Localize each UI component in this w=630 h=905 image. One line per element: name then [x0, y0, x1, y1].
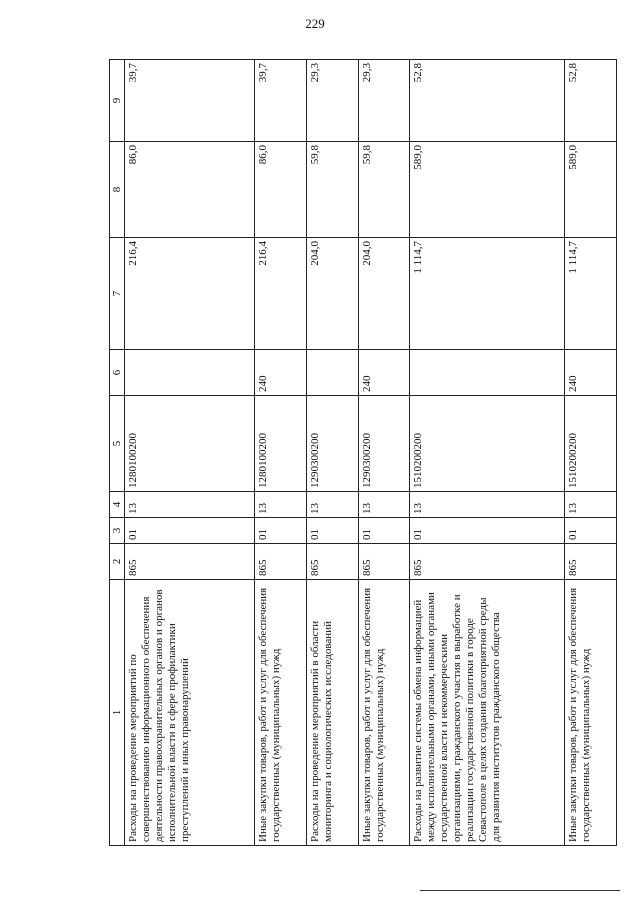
- cell-c2: 865: [358, 544, 410, 580]
- table-row: [125, 60, 255, 846]
- cell-c2: 865: [565, 544, 617, 580]
- table-row: [565, 60, 617, 846]
- cell-c6: [125, 350, 255, 396]
- cell-c8: 589,0: [565, 142, 617, 238]
- cell-c2: 865: [125, 544, 255, 580]
- cell-c6: 240: [255, 350, 307, 396]
- table-row: [255, 60, 307, 846]
- cell-c3: 01: [306, 518, 358, 544]
- cell-c2: 865: [255, 544, 307, 580]
- cell-c3: 01: [255, 518, 307, 544]
- cell-c9: 39,7: [125, 60, 255, 142]
- cell-c5: 1280100200: [255, 396, 307, 492]
- cell-c3: 01: [410, 518, 565, 544]
- header-cell: 2: [110, 544, 125, 580]
- header-cell: 8: [110, 142, 125, 238]
- cell-c4: 13: [306, 492, 358, 518]
- header-cell: 5: [110, 396, 125, 492]
- row-name: Расходы на развитие системы обмена информацией между исполнительными органами, иными органами государственной власти и некоммерческими организациями, гражданского участия в выработке и реализации государственной политики в городе Севастополе в целях создания благоприятной среды для развития институтов гражданского общества: [410, 580, 565, 846]
- cell-c7: 204,0: [306, 238, 358, 350]
- row-name: Расходы на проведение мероприятий в области мониторинга и социологических исследований: [306, 580, 358, 846]
- cell-c7: 216,4: [255, 238, 307, 350]
- header-cell: 7: [110, 238, 125, 350]
- header-row: [110, 60, 125, 846]
- cell-c8: 86,0: [125, 142, 255, 238]
- budget-table: [109, 59, 617, 846]
- row-name: Иные закупки товаров, работ и услуг для обеспечения государственных (муниципальных) нужд: [358, 580, 410, 846]
- cell-c8: 59,8: [306, 142, 358, 238]
- page-number: 229: [305, 16, 325, 31]
- cell-c3: 01: [358, 518, 410, 544]
- cell-c7: 1 114,7: [410, 238, 565, 350]
- cell-c6: 240: [565, 350, 617, 396]
- table-row: [410, 60, 565, 846]
- header-cell: 6: [110, 350, 125, 396]
- cell-c6: [306, 350, 358, 396]
- header-cell: 9: [110, 60, 125, 142]
- cell-c9: 52,8: [410, 60, 565, 142]
- header-cell: 1: [110, 580, 125, 846]
- cell-c9: 52,8: [565, 60, 617, 142]
- cell-c7: 1 114,7: [565, 238, 617, 350]
- cell-c3: 01: [565, 518, 617, 544]
- header-cell: 3: [110, 518, 125, 544]
- cell-c5: 1290300200: [306, 396, 358, 492]
- cell-c8: 589,0: [410, 142, 565, 238]
- cell-c4: 13: [565, 492, 617, 518]
- row-name: Иные закупки товаров, работ и услуг для обеспечения государственных (муниципальных) нужд: [565, 580, 617, 846]
- row-name: Иные закупки товаров, работ и услуг для обеспечения государственных (муниципальных) нужд: [255, 580, 307, 846]
- cell-c6: 240: [358, 350, 410, 396]
- cell-c8: 59,8: [358, 142, 410, 238]
- cell-c4: 13: [358, 492, 410, 518]
- row-name: Расходы на проведение мероприятий по совершенствованию информационного обеспечения деятельности правоохранительных органов и органов исполнительной власти в сфере профилактики преступлений и иных правонарушений: [125, 580, 255, 846]
- cell-c2: 865: [306, 544, 358, 580]
- cell-c8: 86,0: [255, 142, 307, 238]
- table-row: [306, 60, 358, 846]
- rotated-table-wrapper: [109, 60, 617, 846]
- cell-c6: [410, 350, 565, 396]
- table-row: [358, 60, 410, 846]
- cell-c4: 13: [255, 492, 307, 518]
- header-cell: 4: [110, 492, 125, 518]
- cell-c9: 29,3: [358, 60, 410, 142]
- bottom-rule: [420, 890, 620, 891]
- cell-c9: 39,7: [255, 60, 307, 142]
- cell-c5: 1280100200: [125, 396, 255, 492]
- cell-c4: 13: [125, 492, 255, 518]
- rotated-table-inner: [109, 60, 617, 846]
- cell-c5: 1510200200: [410, 396, 565, 492]
- cell-c4: 13: [410, 492, 565, 518]
- cell-c7: 204,0: [358, 238, 410, 350]
- cell-c7: 216,4: [125, 238, 255, 350]
- cell-c5: 1510200200: [565, 396, 617, 492]
- cell-c3: 01: [125, 518, 255, 544]
- cell-c5: 1290300200: [358, 396, 410, 492]
- cell-c2: 865: [410, 544, 565, 580]
- cell-c9: 29,3: [306, 60, 358, 142]
